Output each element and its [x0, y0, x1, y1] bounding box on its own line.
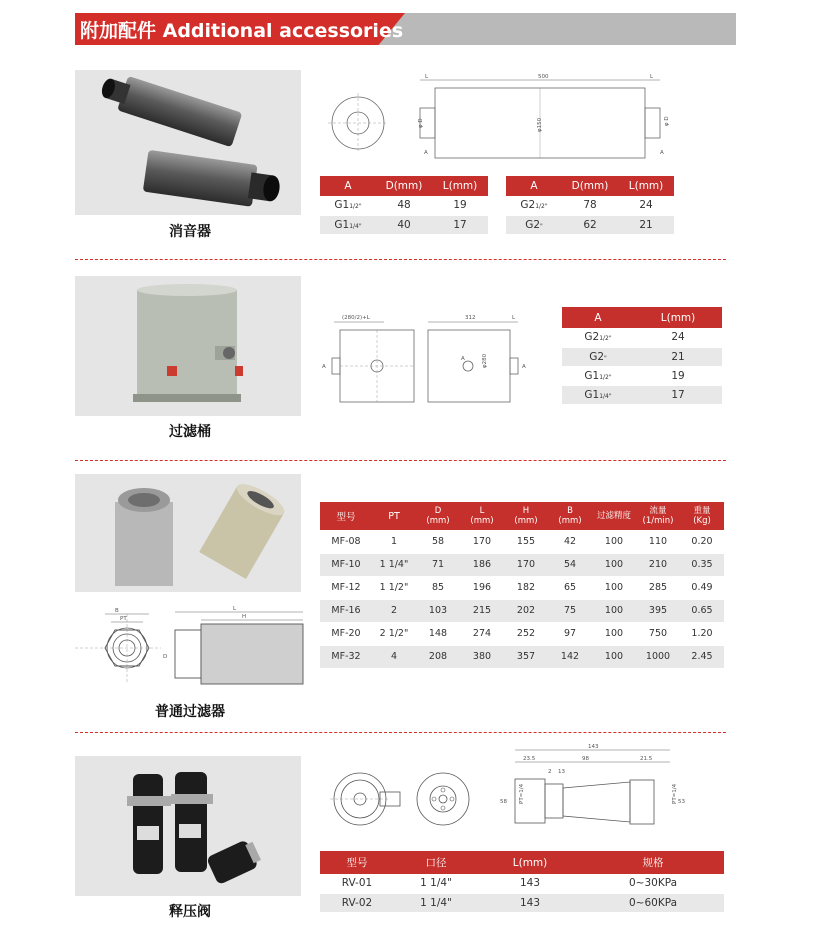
filter-bucket-caption: 过滤桶 — [169, 424, 211, 440]
table-row: MF-10 1 1/4" 71 186 170 54 100 210 0.35 — [320, 553, 724, 576]
table-row: MF-08 1 58 170 155 42 100 110 0.20 — [320, 530, 724, 553]
dim-d3: 21.5 — [640, 756, 653, 762]
dim-a: A — [322, 364, 326, 370]
filter-bucket-photo — [75, 276, 301, 416]
dim-l-left: L — [425, 74, 429, 80]
table-row: G2" 21 — [562, 347, 722, 366]
table-row: G11/2" 48 19 — [320, 196, 488, 215]
dim-dia-port-right: φ D — [664, 116, 670, 126]
dim-d: D — [163, 654, 168, 660]
relief-valve-caption: 释压阀 — [169, 904, 211, 920]
silencer-illustration — [75, 70, 301, 215]
relief-valve-table: 型号 口径 L(mm) 规格 RV-01 1 1/4" 143 0~30KPa RV-02 1 1/4" 143 0~60KPa — [320, 851, 724, 913]
dim-a-left: A — [424, 150, 428, 156]
filter-table — [320, 502, 724, 669]
dim-a-right: A — [660, 150, 664, 156]
dim-pt2: PT=1/4 — [672, 783, 678, 804]
dim-l: L — [512, 315, 516, 321]
dim-h2: 53 — [678, 799, 685, 805]
silencer-table-right: A D(mm) L(mm) G21/2" 78 24 G2" 62 21 — [506, 176, 674, 235]
dim-d2: 98 — [582, 756, 589, 762]
filter-drawing — [75, 600, 315, 700]
dim-d5: 13 — [558, 769, 565, 775]
dim-total: 143 — [588, 744, 599, 750]
table-row: G11/2" 19 — [562, 366, 722, 385]
relief-valve-photo — [75, 756, 301, 896]
relief-valve-drawing — [320, 744, 700, 844]
dim-top: (280/2)+L — [342, 315, 370, 321]
section-divider — [75, 732, 726, 733]
silencer-caption: 消音器 — [169, 224, 211, 240]
filter-bucket-drawing — [320, 310, 550, 410]
table-row: G21/2" 78 24 — [506, 196, 674, 215]
table-row: MF-20 2 1/2" 148 274 252 97 100 750 1.20 — [320, 622, 724, 645]
table-row: MF-32 4 208 380 357 142 100 1000 2.45 — [320, 645, 724, 668]
filter-bucket-table: A L(mm) G21/2" 24 G2" 21 G11/2" 19 G11/4" 17 — [562, 307, 722, 405]
table-row: G21/2" 24 — [562, 328, 722, 347]
filter-illustration — [75, 474, 301, 592]
dim-h1: 58 — [500, 799, 507, 805]
table-row: RV-02 1 1/4" 143 0~60KPa — [320, 893, 724, 912]
silencer-drawing — [320, 70, 680, 165]
relief-valve-illustration — [75, 756, 301, 896]
dim-length: 312 — [465, 315, 476, 321]
table-header-row: 型号 PT D (mm) L (mm) H (mm) B (mm) 过滤精度 流量 (1/min) 重量 (Kg) — [320, 502, 724, 530]
filter-caption: 普通过滤器 — [155, 704, 225, 720]
dim-dia: φ280 — [482, 353, 488, 368]
dim-d4: 2 — [548, 769, 552, 775]
dim-pt1: PT=1/4 — [519, 783, 525, 804]
dim-pt: PT — [120, 616, 127, 622]
silencer-photo — [75, 70, 301, 215]
dim-l: L — [233, 606, 237, 612]
col-d: D(mm) — [376, 176, 432, 196]
dim-dia-side: φ150 — [537, 117, 543, 132]
dim-d1: 23.5 — [523, 756, 536, 762]
col-l: L(mm) — [432, 176, 488, 196]
table-row: MF-12 1 1/2" 85 196 182 65 100 285 0.49 — [320, 576, 724, 599]
table-row: MF-16 2 103 215 202 75 100 395 0.65 — [320, 599, 724, 622]
dim-length: 500 — [538, 74, 549, 80]
dim-a3: A — [522, 364, 526, 370]
dim-h: H — [242, 614, 247, 620]
col-a: A — [320, 176, 376, 196]
filter-photo — [75, 474, 301, 592]
banner-gray-stripe — [360, 13, 736, 45]
table-row: G11/4" 40 17 — [320, 215, 488, 234]
table-row: RV-01 1 1/4" 143 0~30KPa — [320, 874, 724, 893]
dim-l-right: L — [650, 74, 654, 80]
dim-dia-port-left: φ D — [418, 118, 424, 128]
filter-bucket-illustration — [75, 276, 301, 416]
table-row: G2" 62 21 — [506, 215, 674, 234]
table-row: G11/4" 17 — [562, 385, 722, 404]
dim-b: B — [115, 608, 119, 614]
section-divider — [75, 259, 726, 260]
silencer-table-left — [320, 176, 488, 235]
page-title: 附加配件 Additional accessories — [80, 20, 404, 42]
section-divider — [75, 460, 726, 461]
dim-a2: A — [461, 356, 465, 362]
